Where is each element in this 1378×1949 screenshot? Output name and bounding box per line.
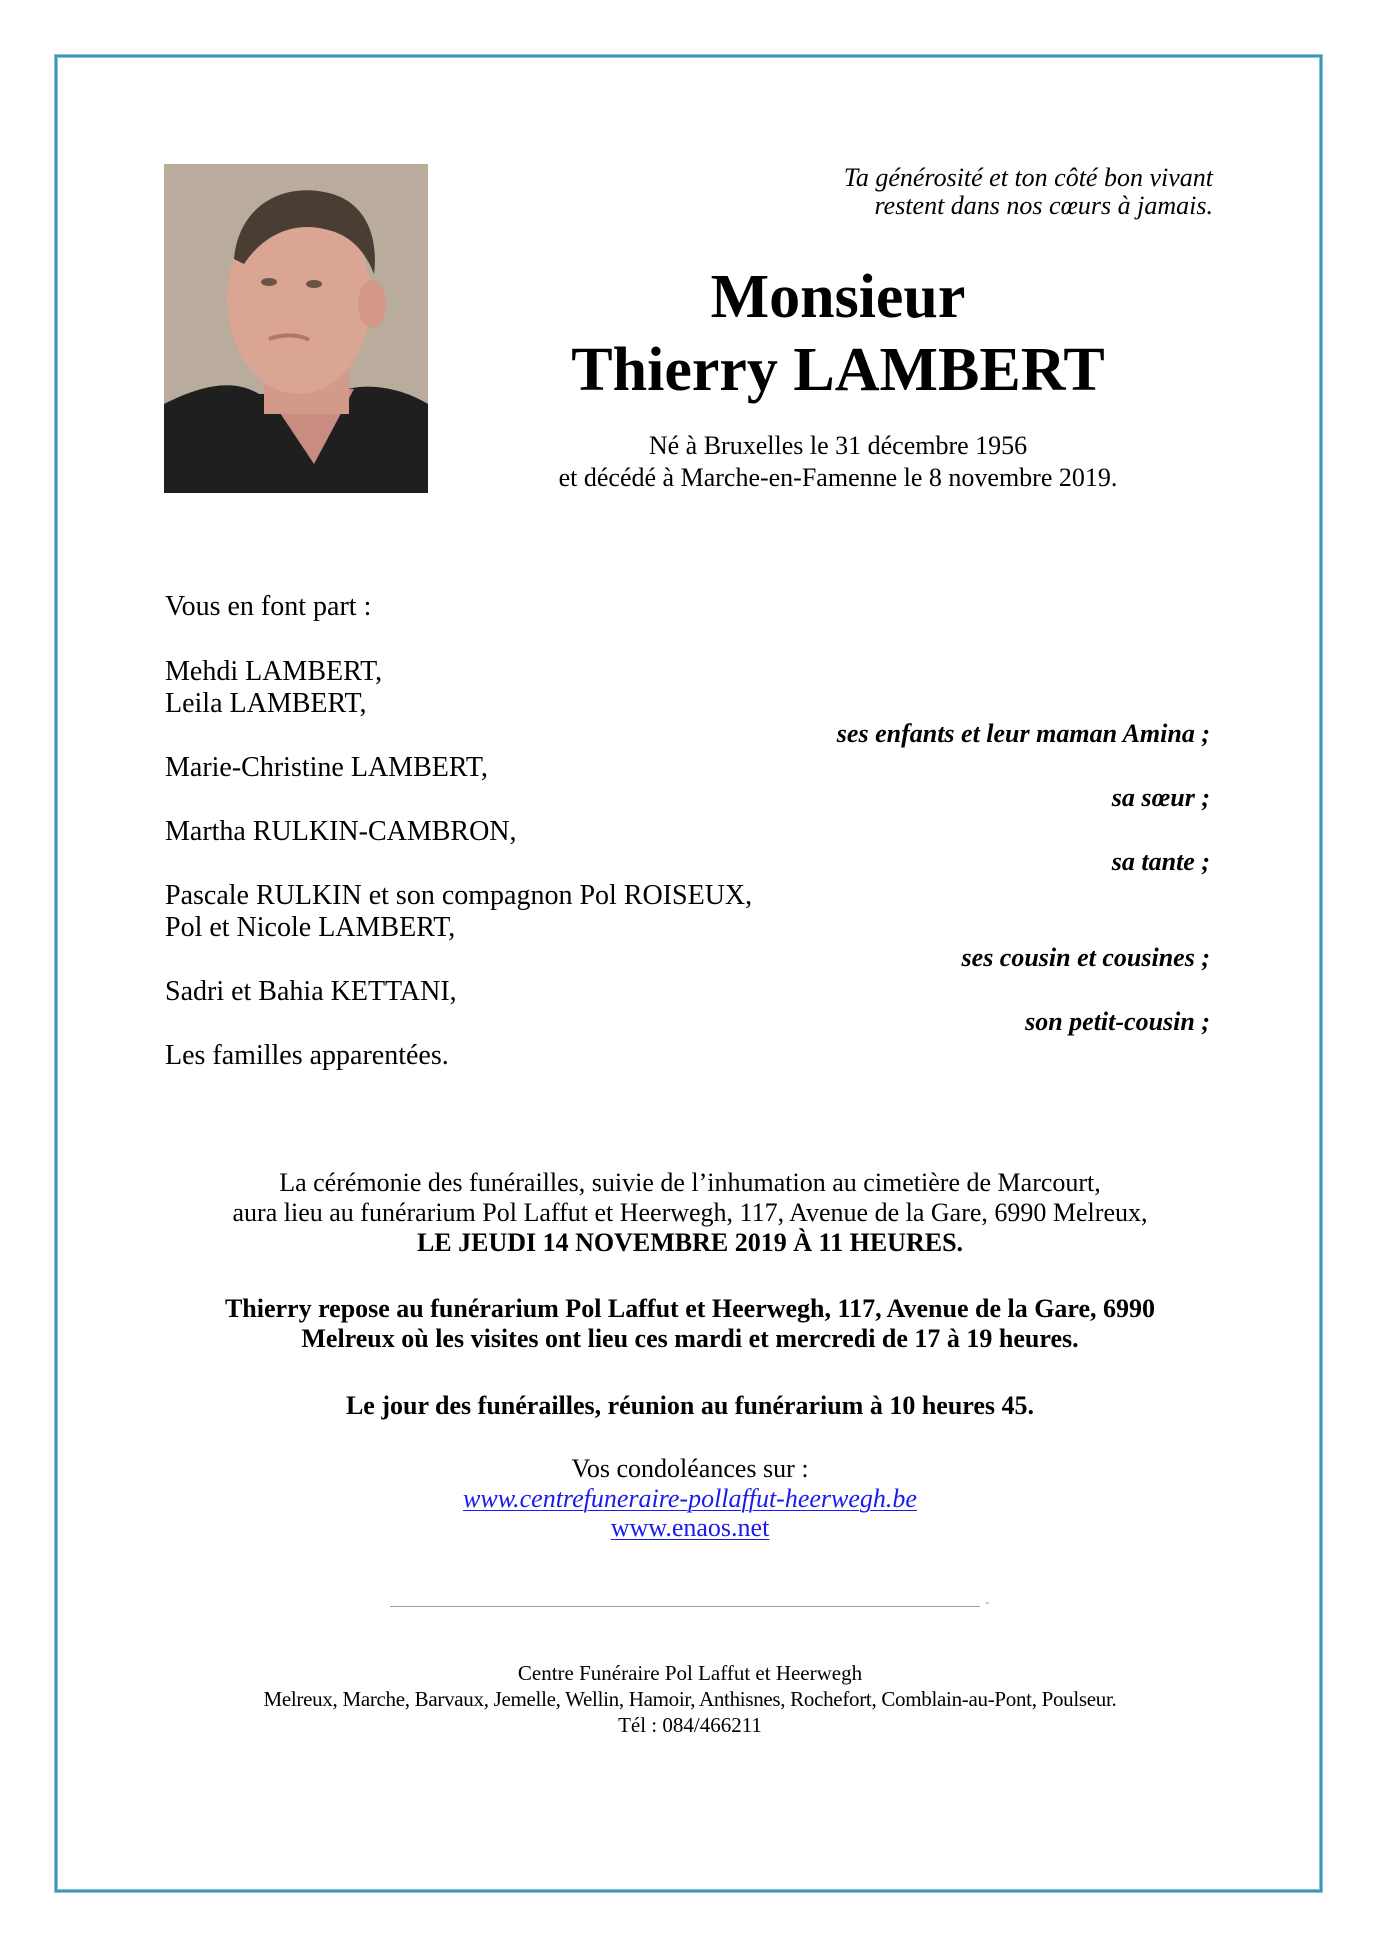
family-relation: sa tante ;: [1111, 847, 1210, 876]
funeral-center-link[interactable]: www.centrefuneraire-pollaffut-heerwegh.be: [463, 1484, 917, 1513]
footer-divider-mark: -: [985, 1595, 990, 1610]
ceremony-line-1: La cérémonie des funérailles, suivie de l’inhumation au cimetière de Marcourt,: [279, 1168, 1101, 1197]
portrait-photo-icon: [164, 164, 428, 493]
ceremony-date: LE JEUDI 14 NOVEMBRE 2019 À 11 HEURES.: [416, 1228, 964, 1257]
condolences-link-2-row: [90, 1515, 1290, 1541]
birth-info: Né à Bruxelles le 31 décembre 1956: [648, 431, 1028, 460]
footer-divider: [390, 1606, 980, 1607]
funeral-home-phone: Tél : 084/466211: [618, 1713, 762, 1737]
ceremony-line-2: aura lieu au funérarium Pol Laffut et Heerwegh, 117, Avenue de la Gare, 6990 Melreux,: [232, 1198, 1148, 1227]
family-intro: Vous en font part :: [165, 591, 372, 622]
deceased-name: Thierry LAMBERT: [571, 336, 1105, 404]
condolences-label: Vos condoléances sur :: [571, 1454, 809, 1483]
title-honorific: Monsieur: [710, 263, 966, 331]
death-info: et décédé à Marche-en-Famenne le 8 novembre 2019.: [558, 463, 1118, 492]
family-name: Pol et Nicole LAMBERT,: [165, 912, 456, 943]
family-name: Sadri et Bahia KETTANI,: [165, 976, 457, 1007]
visit-line-2: Melreux où les visites ont lieu ces mardi et mercredi de 17 à 19 heures.: [301, 1324, 1079, 1353]
family-relation: ses cousin et cousines ;: [961, 943, 1210, 972]
family-relation: ses enfants et leur maman Amina ;: [836, 719, 1210, 748]
family-name: Martha RULKIN-CAMBRON,: [165, 816, 517, 847]
family-name: Marie-Christine LAMBERT,: [165, 752, 488, 783]
family-name: Pascale RULKIN et son compagnon Pol ROISEUX,: [165, 880, 753, 911]
condolences-link-1-row: [90, 1486, 1290, 1512]
family-name: Mehdi LAMBERT,: [165, 656, 383, 687]
funeral-home-locations: Melreux, Marche, Barvaux, Jemelle, Wellin, Hamoir, Anthisnes, Rochefort, Comblain-au-Pont, Poulseur.: [263, 1687, 1117, 1711]
family-name: Leila LAMBERT,: [165, 688, 367, 719]
meeting-info: Le jour des funérailles, réunion au funérarium à 10 heures 45.: [345, 1391, 1035, 1420]
family-relation: sa sœur ;: [1111, 783, 1210, 812]
family-relation: son petit-cousin ;: [1025, 1007, 1210, 1036]
enaos-link[interactable]: www.enaos.net: [610, 1513, 770, 1542]
family-name: Les familles apparentées.: [165, 1040, 449, 1071]
tribute-quote-line-1: Ta générosité et ton côté bon vivant: [843, 163, 1213, 192]
tribute-quote-line-2: restent dans nos cœurs à jamais.: [874, 191, 1213, 220]
portrait-photo: [164, 164, 428, 493]
visit-line-1: Thierry repose au funérarium Pol Laffut et Heerwegh, 117, Avenue de la Gare, 6990: [224, 1294, 1156, 1323]
funeral-home-name: Centre Funéraire Pol Laffut et Heerwegh: [517, 1661, 863, 1685]
